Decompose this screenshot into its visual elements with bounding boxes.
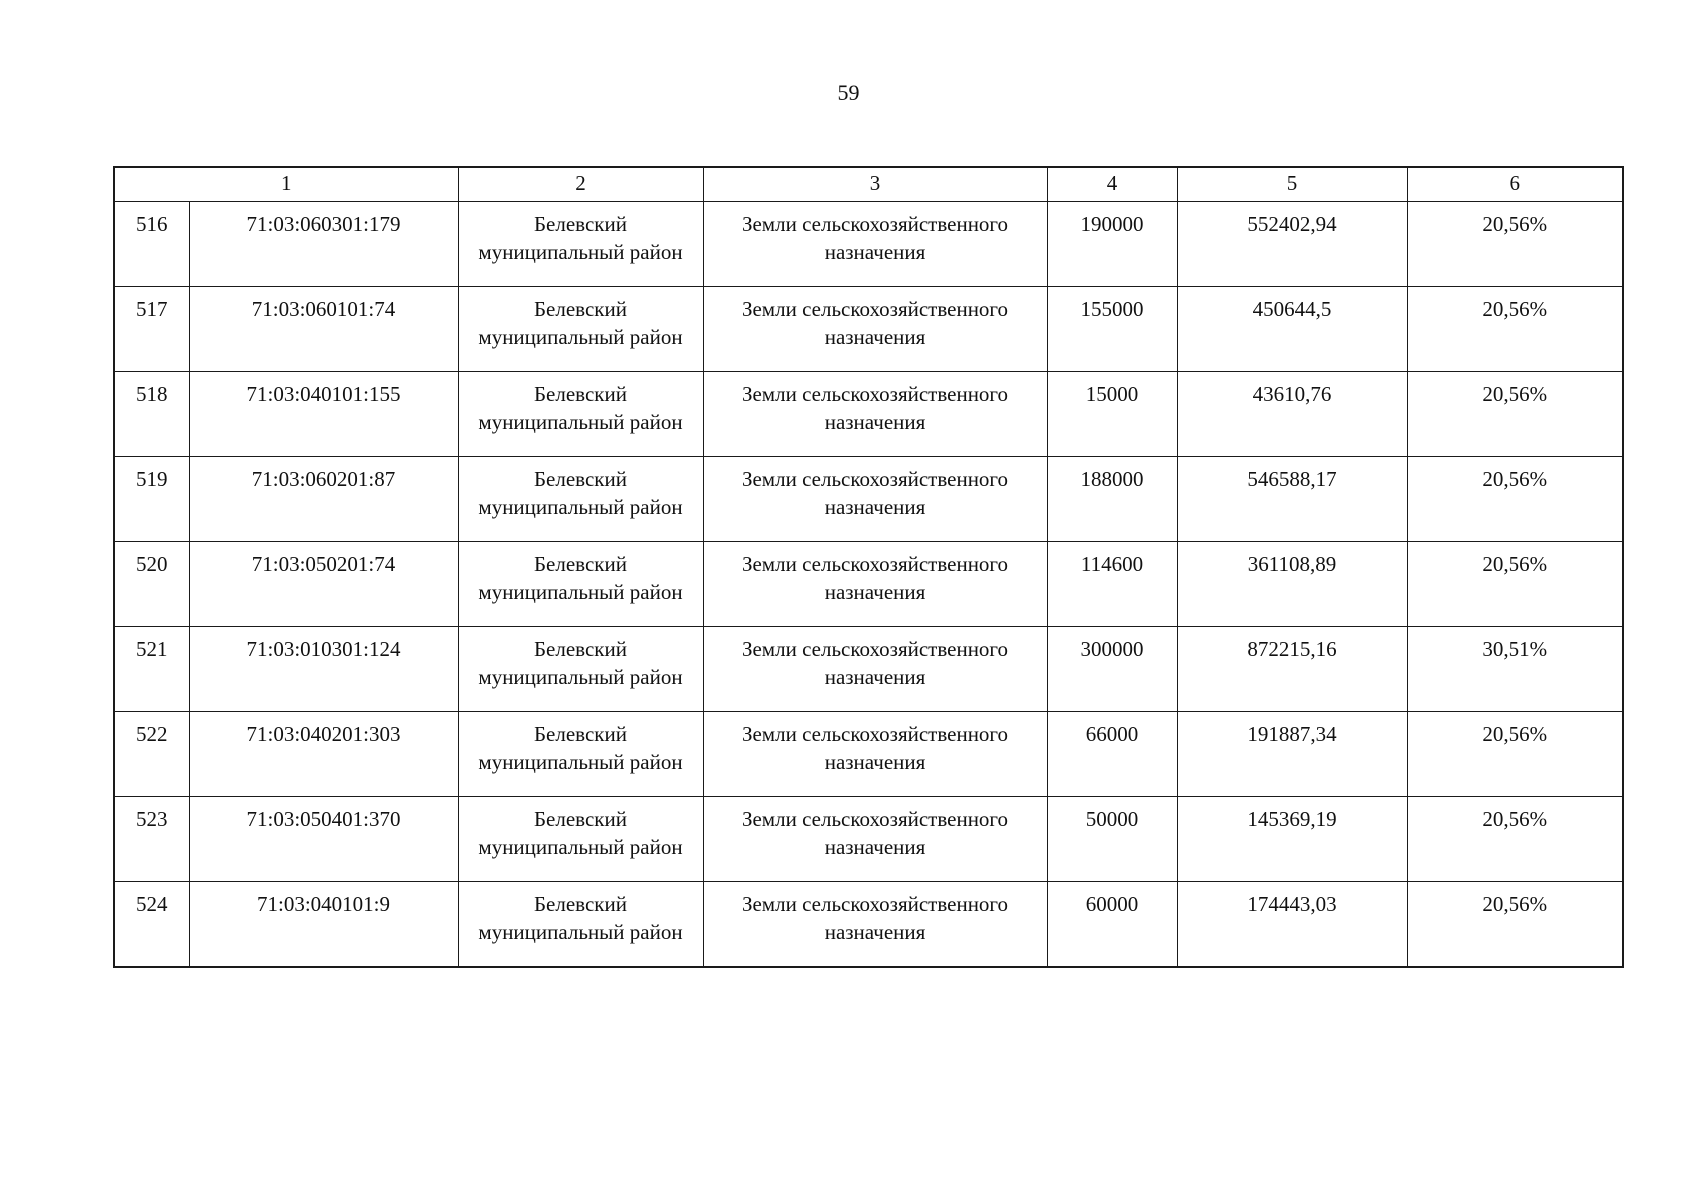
land-plots-table (113, 166, 1624, 968)
row-number-cell: 516 (114, 202, 189, 287)
header-col-3: 3 (703, 167, 1047, 202)
header-col-2: 2 (458, 167, 703, 202)
header-row (114, 167, 1623, 202)
cadastral-value-cell: 450644,5 (1177, 287, 1407, 372)
cadastral-number-cell: 71:03:060201:87 (189, 457, 458, 542)
district-cell: Белевский муниципальный район (458, 797, 703, 882)
land-category-cell: Земли сельскохозяйственного назначения (703, 882, 1047, 967)
cadastral-value-cell: 552402,94 (1177, 202, 1407, 287)
table-row (114, 202, 1623, 287)
row-number-cell: 517 (114, 287, 189, 372)
cadastral-number-cell: 71:03:050201:74 (189, 542, 458, 627)
row-number-cell: 518 (114, 372, 189, 457)
district-cell: Белевский муниципальный район (458, 627, 703, 712)
header-col-4: 4 (1047, 167, 1177, 202)
table-header (114, 167, 1623, 202)
area-cell: 50000 (1047, 797, 1177, 882)
land-category-cell: Земли сельскохозяйственного назначения (703, 712, 1047, 797)
row-number-cell: 519 (114, 457, 189, 542)
header-col-5: 5 (1177, 167, 1407, 202)
area-cell: 300000 (1047, 627, 1177, 712)
rate-cell: 20,56% (1407, 797, 1623, 882)
district-cell: Белевский муниципальный район (458, 542, 703, 627)
cadastral-number-cell: 71:03:040101:155 (189, 372, 458, 457)
row-number-cell: 520 (114, 542, 189, 627)
district-cell: Белевский муниципальный район (458, 457, 703, 542)
land-category-cell: Земли сельскохозяйственного назначения (703, 372, 1047, 457)
area-cell: 190000 (1047, 202, 1177, 287)
table-row (114, 287, 1623, 372)
table-row (114, 542, 1623, 627)
page-number: 59 (837, 80, 860, 105)
land-category-cell: Земли сельскохозяйственного назначения (703, 457, 1047, 542)
rate-cell: 20,56% (1407, 712, 1623, 797)
table-row (114, 882, 1623, 967)
district-cell: Белевский муниципальный район (458, 712, 703, 797)
area-cell: 15000 (1047, 372, 1177, 457)
land-category-cell: Земли сельскохозяйственного назначения (703, 627, 1047, 712)
cadastral-value-cell: 872215,16 (1177, 627, 1407, 712)
cadastral-value-cell: 546588,17 (1177, 457, 1407, 542)
table-row (114, 712, 1623, 797)
district-cell: Белевский муниципальный район (458, 202, 703, 287)
cadastral-number-cell: 71:03:060101:74 (189, 287, 458, 372)
table-row (114, 627, 1623, 712)
cadastral-value-cell: 43610,76 (1177, 372, 1407, 457)
table-body (114, 202, 1623, 967)
cadastral-value-cell: 174443,03 (1177, 882, 1407, 967)
rate-cell: 20,56% (1407, 457, 1623, 542)
cadastral-value-cell: 361108,89 (1177, 542, 1407, 627)
cadastral-value-cell: 191887,34 (1177, 712, 1407, 797)
row-number-cell: 523 (114, 797, 189, 882)
row-number-cell: 521 (114, 627, 189, 712)
area-cell: 155000 (1047, 287, 1177, 372)
table-row (114, 797, 1623, 882)
rate-cell: 30,51% (1407, 627, 1623, 712)
area-cell: 114600 (1047, 542, 1177, 627)
area-cell: 60000 (1047, 882, 1177, 967)
rate-cell: 20,56% (1407, 372, 1623, 457)
land-category-cell: Земли сельскохозяйственного назначения (703, 202, 1047, 287)
header-col-1: 1 (114, 167, 458, 202)
rate-cell: 20,56% (1407, 542, 1623, 627)
row-number-cell: 524 (114, 882, 189, 967)
table-row (114, 372, 1623, 457)
row-number-cell: 522 (114, 712, 189, 797)
land-category-cell: Земли сельскохозяйственного назначения (703, 287, 1047, 372)
land-category-cell: Земли сельскохозяйственного назначения (703, 797, 1047, 882)
cadastral-value-cell: 145369,19 (1177, 797, 1407, 882)
cadastral-number-cell: 71:03:040201:303 (189, 712, 458, 797)
district-cell: Белевский муниципальный район (458, 882, 703, 967)
district-cell: Белевский муниципальный район (458, 372, 703, 457)
rate-cell: 20,56% (1407, 202, 1623, 287)
area-cell: 188000 (1047, 457, 1177, 542)
cadastral-number-cell: 71:03:010301:124 (189, 627, 458, 712)
land-category-cell: Земли сельскохозяйственного назначения (703, 542, 1047, 627)
district-cell: Белевский муниципальный район (458, 287, 703, 372)
cadastral-number-cell: 71:03:060301:179 (189, 202, 458, 287)
rate-cell: 20,56% (1407, 882, 1623, 967)
area-cell: 66000 (1047, 712, 1177, 797)
cadastral-number-cell: 71:03:050401:370 (189, 797, 458, 882)
header-col-6: 6 (1407, 167, 1623, 202)
rate-cell: 20,56% (1407, 287, 1623, 372)
table-row (114, 457, 1623, 542)
cadastral-number-cell: 71:03:040101:9 (189, 882, 458, 967)
